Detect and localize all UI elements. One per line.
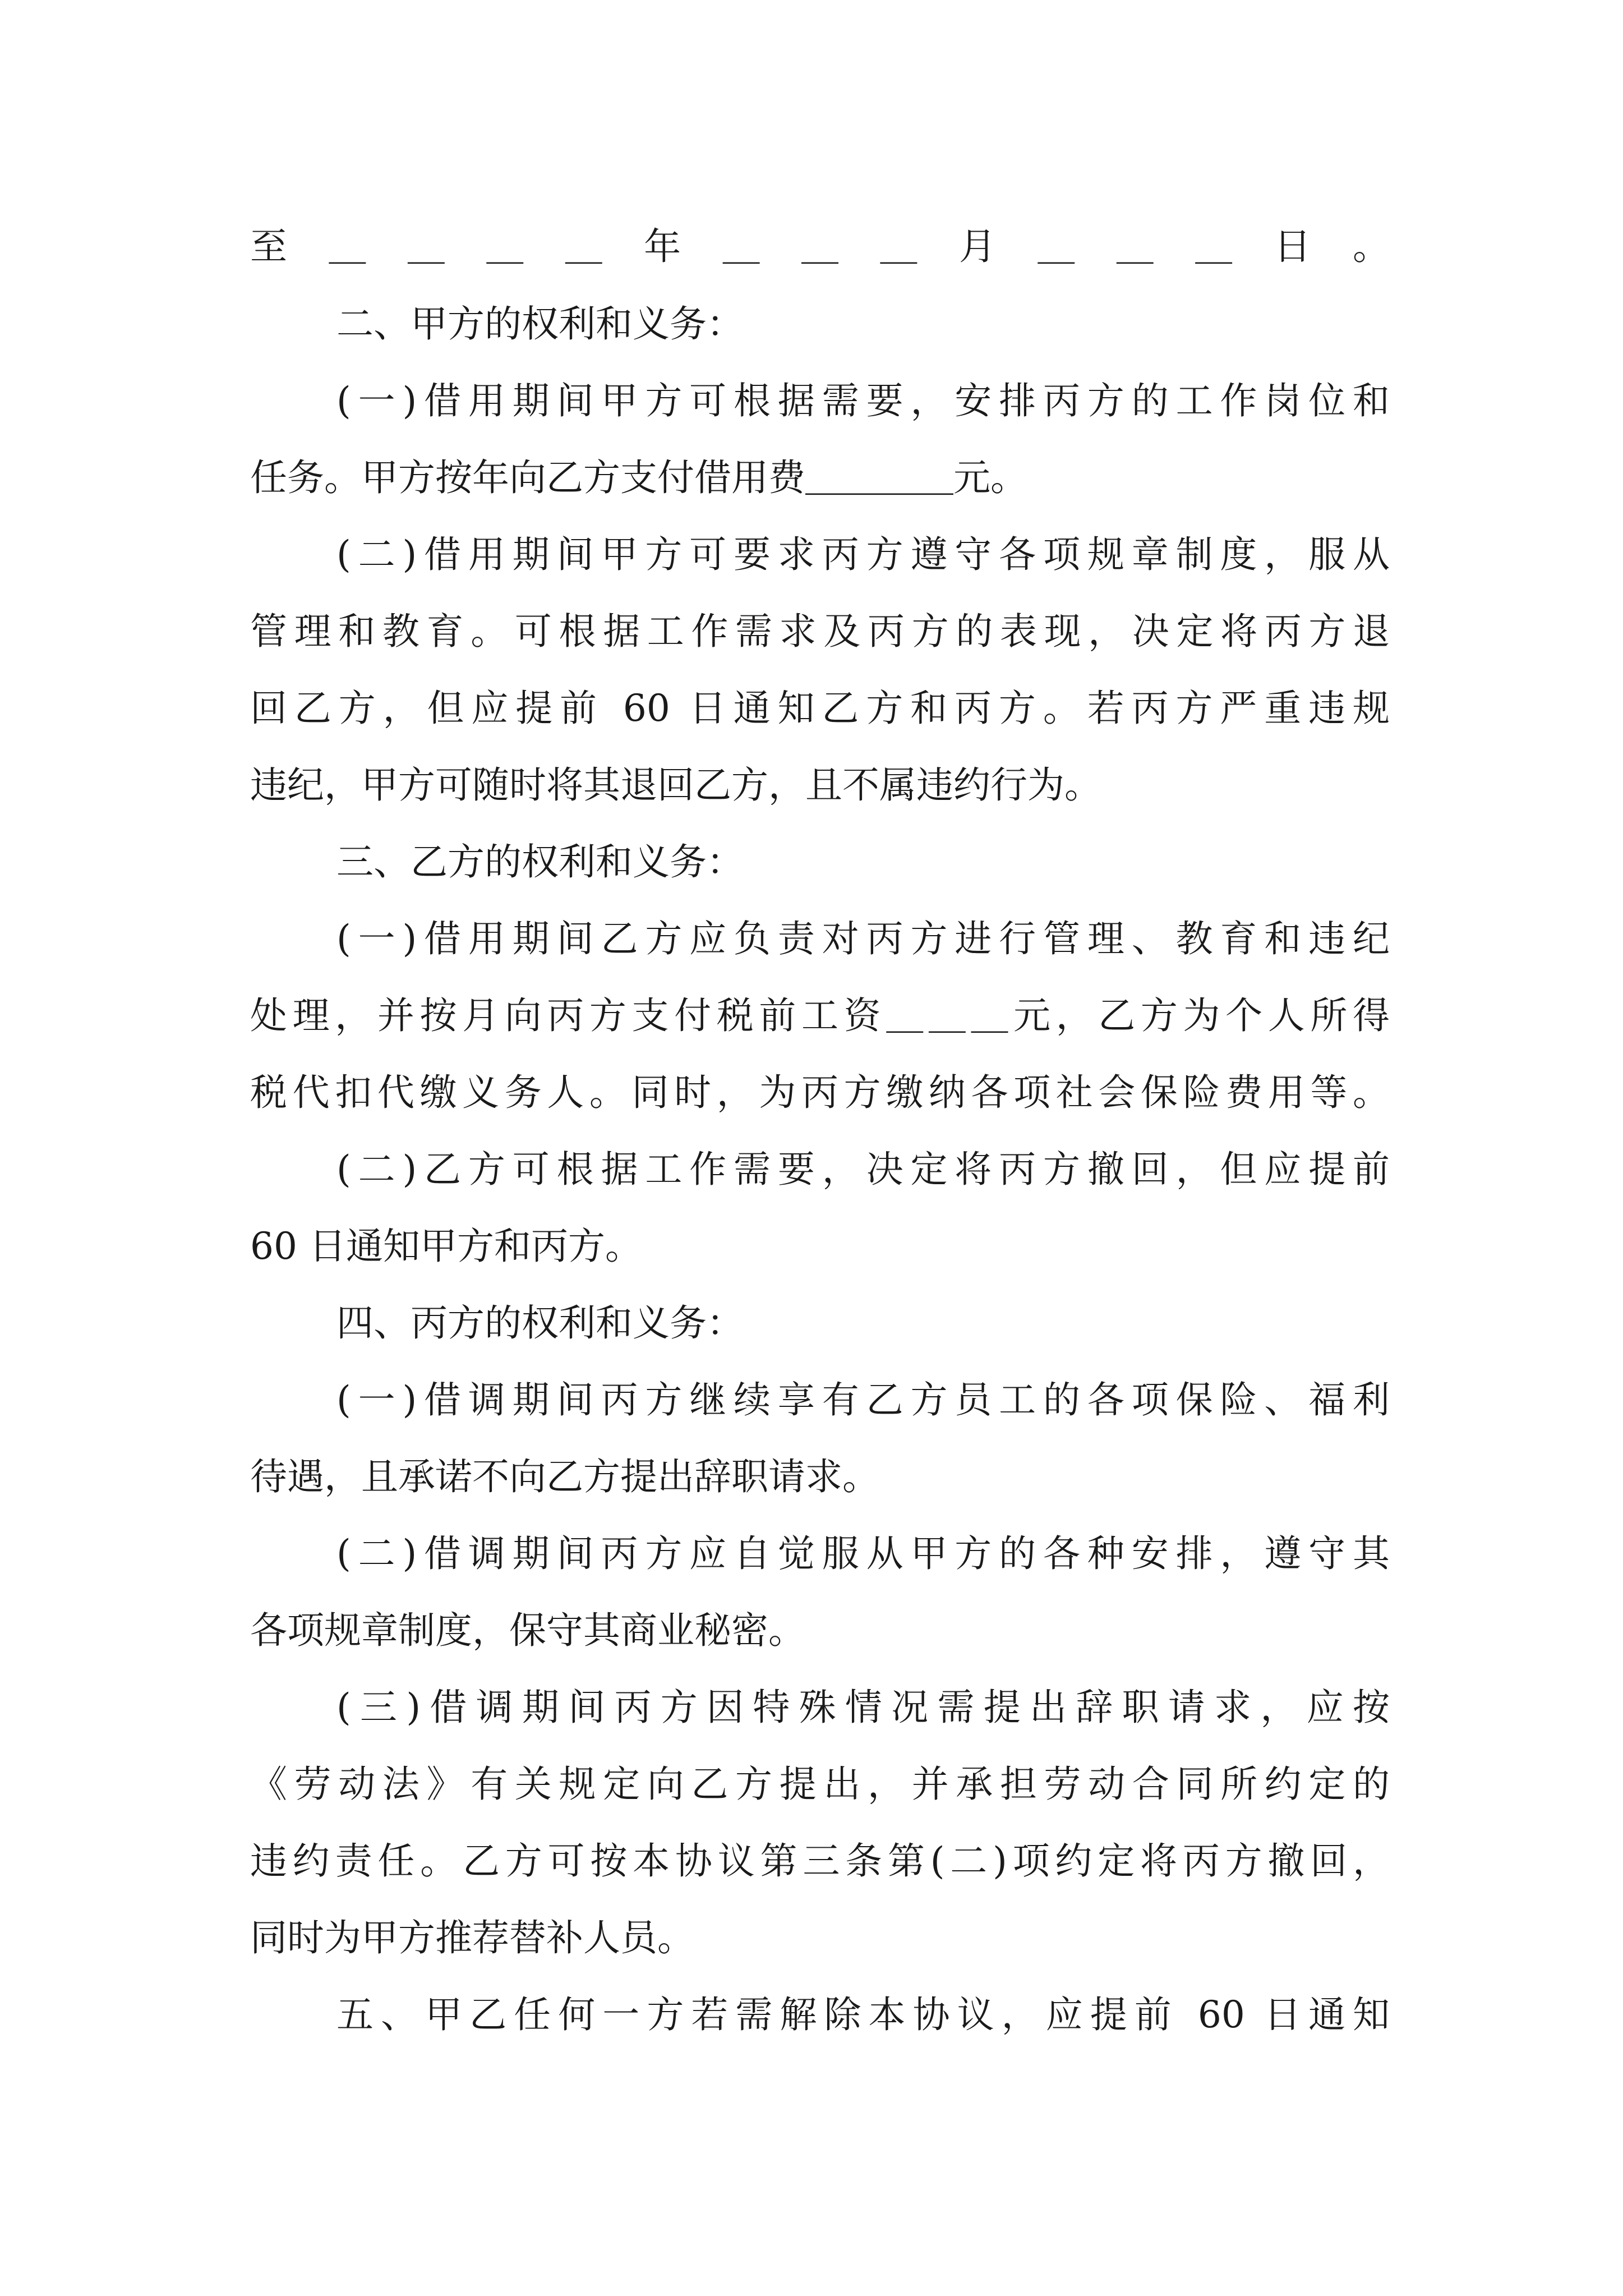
text-line: 税代扣代缴义务人。同时，为丙方缴纳各项社会保险费用等。 <box>250 1071 1390 1114</box>
text-line: 至＿＿＿＿年＿＿＿月＿＿＿日。 <box>250 225 1390 268</box>
text-line: 回乙方，但应提前 60 日通知乙方和丙方。若丙方严重违规 <box>250 687 1390 730</box>
text-line: 各项规章制度，保守其商业秘密。 <box>250 1609 805 1652</box>
text-line: 待遇，且承诺不向乙方提出辞职请求。 <box>250 1455 879 1498</box>
text-line: (二)借用期间甲方可要求丙方遵守各项规章制度，服从 <box>336 533 1390 576</box>
text-line: (一)借用期间甲方可根据需要，安排丙方的工作岗位和 <box>336 379 1390 422</box>
text-line: 违纪，甲方可随时将其退回乙方，且不属违约行为。 <box>250 763 1101 807</box>
text-line: (二)乙方可根据工作需要，决定将丙方撤回，但应提前 <box>336 1148 1390 1191</box>
text-line: 处理，并按月向丙方支付税前工资＿＿＿元，乙方为个人所得 <box>250 994 1390 1037</box>
text-line: 同时为甲方推荐替补人员。 <box>250 1916 694 1959</box>
section-heading: 二、甲方的权利和义务： <box>336 302 744 346</box>
section-heading: 三、乙方的权利和义务： <box>336 840 744 884</box>
text-line: 管理和教育。可根据工作需求及丙方的表现，决定将丙方退 <box>250 610 1390 653</box>
text-line: (一)借调期间丙方继续享有乙方员工的各项保险、福利 <box>336 1378 1390 1421</box>
text-line: 违约责任。乙方可按本协议第三条第(二)项约定将丙方撤回， <box>250 1839 1390 1883</box>
text-line: (一)借用期间乙方应负责对丙方进行管理、教育和违纪 <box>336 917 1390 960</box>
text-line: 60 日通知甲方和丙方。 <box>250 1225 642 1268</box>
text-line: (二)借调期间丙方应自觉服从甲方的各种安排，遵守其 <box>336 1532 1390 1575</box>
text-line: 《劳动法》有关规定向乙方提出，并承担劳动合同所约定的 <box>250 1763 1390 1806</box>
text-line: 任务。甲方按年向乙方支付借用费＿＿＿＿元。 <box>250 456 1027 499</box>
text-line: 五、甲乙任何一方若需解除本协议，应提前 60 日通知 <box>336 1993 1390 2036</box>
section-heading: 四、丙方的权利和义务： <box>336 1301 744 1345</box>
text-line: (三)借调期间丙方因特殊情况需提出辞职请求，应按 <box>336 1686 1390 1729</box>
